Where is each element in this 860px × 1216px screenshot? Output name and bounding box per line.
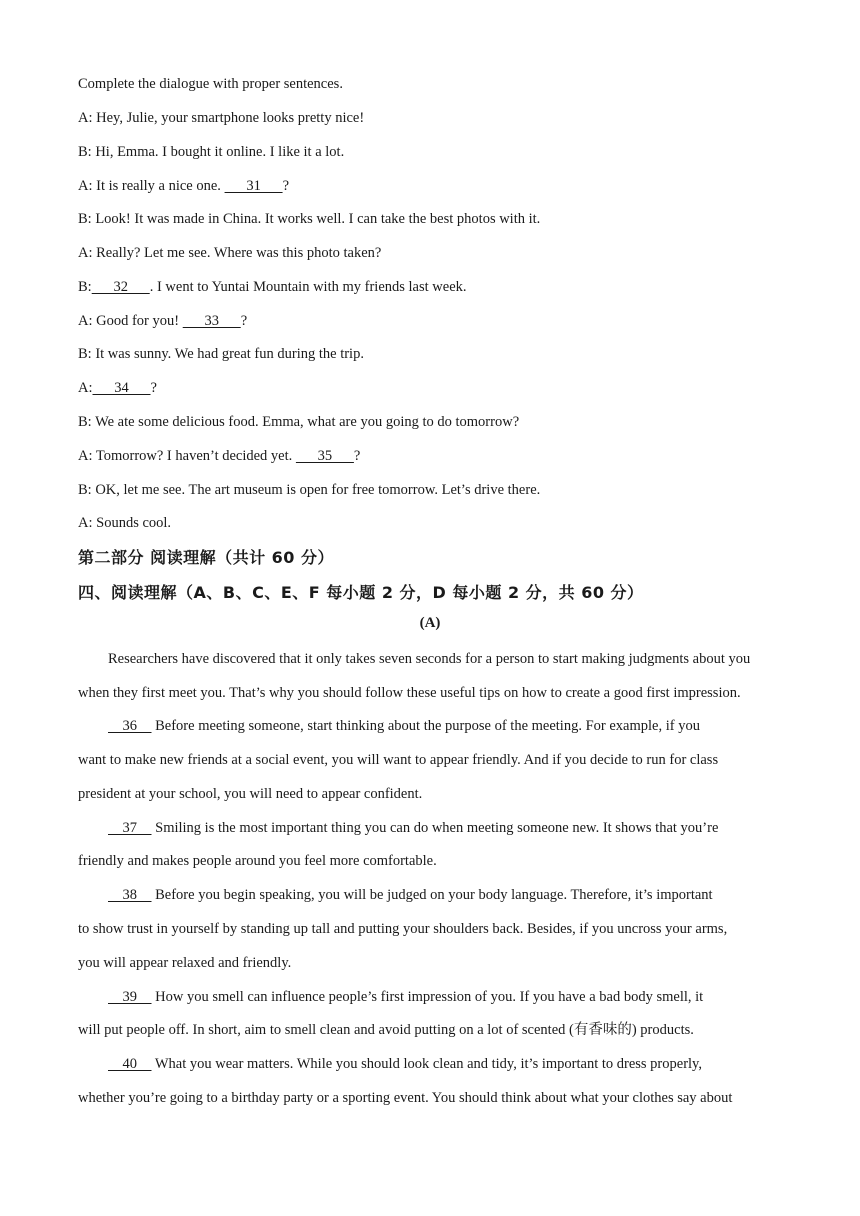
passage-line: 39 How you smell can influence people’s first impression of you. If you have a bad body smell, it bbox=[108, 989, 704, 1005]
passage-line: 38 Before you begin speaking, you will be judged on your body language. Therefore, it’s important bbox=[108, 887, 713, 903]
dialogue-line: A: Sounds cool. bbox=[78, 515, 172, 531]
answer-blank-39[interactable]: 39 bbox=[108, 989, 152, 1005]
dialogue-line: B: It was sunny. We had great fun during the trip. bbox=[78, 346, 364, 362]
dialogue-line: B: We ate some delicious food. Emma, what are you going to do tomorrow? bbox=[78, 414, 520, 430]
dialogue-line: B: Look! It was made in China. It works well. I can take the best photos with it. bbox=[78, 211, 541, 227]
dialogue-line: A: Good for you! 33 ? bbox=[78, 313, 248, 329]
passage-line: to show trust in yourself by standing up tall and putting your shoulders back. Besides, if you uncross your arms, bbox=[78, 921, 728, 937]
passage-line: you will appear relaxed and friendly. bbox=[78, 955, 292, 971]
answer-blank-37[interactable]: 37 bbox=[108, 820, 152, 836]
dialogue-instruction: Complete the dialogue with proper sentences. bbox=[78, 76, 343, 92]
passage-label: (A) bbox=[419, 615, 441, 631]
answer-blank-38[interactable]: 38 bbox=[108, 887, 152, 903]
answer-blank-35[interactable]: 35 bbox=[295, 448, 354, 464]
dialogue-line: B: Hi, Emma. I bought it online. I like it a lot. bbox=[78, 144, 345, 160]
dialogue-line: A: It is really a nice one. 31 ? bbox=[78, 178, 289, 194]
passage-line: 40 What you wear matters. While you should look clean and tidy, it’s important to dress properly, bbox=[108, 1056, 702, 1072]
passage-line: when they first meet you. That’s why you should follow these useful tips on how to create a good first impression. bbox=[78, 685, 741, 701]
passage-line: 37 Smiling is the most important thing you can do when meeting someone new. It shows that you’re bbox=[108, 820, 719, 836]
answer-blank-40[interactable]: 40 bbox=[108, 1056, 152, 1072]
section-title: 第二部分 阅读理解（共计 60 分） bbox=[78, 548, 334, 567]
answer-blank-33[interactable]: 33 bbox=[182, 313, 241, 329]
passage-line: Researchers have discovered that it only takes seven seconds for a person to start making judgments about you bbox=[108, 651, 751, 667]
dialogue-line: A: Tomorrow? I haven’t decided yet. 35 ? bbox=[78, 448, 361, 464]
dialogue-line: A: Really? Let me see. Where was this photo taken? bbox=[78, 245, 382, 261]
part-title: 四、阅读理解（A、B、C、E、F 每小题 2 分，D 每小题 2 分，共 60 分） bbox=[78, 583, 644, 602]
answer-blank-32[interactable]: 32 bbox=[91, 279, 150, 295]
passage-line: 36 Before meeting someone, start thinking about the purpose of the meeting. For example, if you bbox=[108, 718, 700, 734]
dialogue-line: B: OK, let me see. The art museum is open for free tomorrow. Let’s drive there. bbox=[78, 482, 541, 498]
dialogue-line: B: 32 . I went to Yuntai Mountain with my friends last week. bbox=[78, 279, 467, 295]
answer-blank-36[interactable]: 36 bbox=[108, 718, 152, 734]
dialogue-line: A: 34 ? bbox=[78, 380, 157, 396]
answer-blank-34[interactable]: 34 bbox=[92, 380, 151, 396]
dialogue-line: A: Hey, Julie, your smartphone looks pretty nice! bbox=[78, 110, 365, 126]
passage-line: whether you’re going to a birthday party or a sporting event. You should think about what your clothes say about bbox=[78, 1090, 733, 1106]
passage-line: friendly and makes people around you feel more comfortable. bbox=[78, 853, 437, 869]
answer-blank-31[interactable]: 31 bbox=[224, 178, 283, 194]
passage-line: president at your school, you will need to appear confident. bbox=[78, 786, 423, 802]
passage-line: want to make new friends at a social event, you will want to appear friendly. And if you decide to run for class bbox=[78, 752, 719, 768]
passage-line: will put people off. In short, aim to smell clean and avoid putting on a lot of scented (有香味的) products. bbox=[78, 1022, 694, 1038]
